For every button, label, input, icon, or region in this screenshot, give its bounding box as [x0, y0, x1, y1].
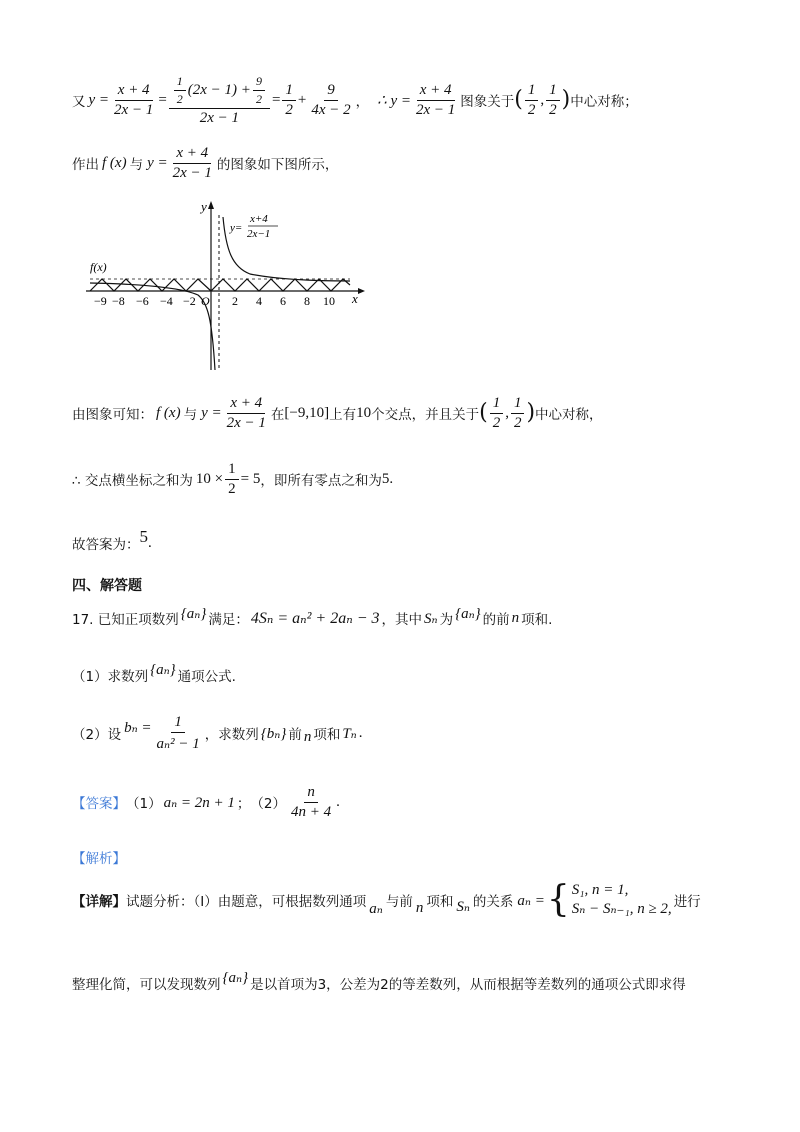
frac-num: 1	[225, 461, 239, 480]
tick-6: 6	[280, 294, 286, 308]
tick-10: 10	[323, 294, 335, 308]
answer-eq1: aₙ = 2n + 1	[163, 794, 235, 811]
part2-sum: 项和	[313, 727, 341, 743]
sequence-an: {aₙ}	[455, 605, 481, 622]
part2-text: （2）设	[72, 727, 122, 743]
comma: ，	[355, 94, 370, 110]
curve-label-y: y=	[230, 222, 243, 234]
fraction-b	[308, 82, 353, 119]
half-den: 2	[176, 91, 183, 106]
question-17	[72, 600, 552, 636]
part1-general: 通项公式.	[177, 669, 236, 685]
text-graph: 的图象如下图所示，	[216, 157, 339, 173]
frac-den: 2	[285, 101, 293, 118]
an-equals: aₙ =	[517, 892, 545, 909]
frac-den: 2x − 1	[199, 109, 239, 126]
detail-tag: 【详解】	[72, 894, 126, 910]
semicolon: ；	[236, 796, 251, 812]
fraction-original	[111, 82, 156, 119]
sn: Sₙ	[423, 610, 438, 627]
answer-fraction	[288, 784, 334, 821]
text-you: 又	[72, 94, 86, 110]
comma: ,	[505, 404, 509, 421]
period: .	[336, 793, 340, 810]
nine-half-frac	[253, 74, 265, 107]
curve-label-den: 2x−1	[247, 228, 271, 240]
n: n	[303, 728, 312, 745]
detail-text3: 项和	[426, 894, 454, 910]
line-sum	[72, 455, 393, 503]
paren-term: (2x − 1) +	[187, 81, 251, 98]
frac-den: 2	[527, 101, 536, 118]
frac-den: 4n + 4	[291, 803, 332, 820]
fraction	[170, 145, 215, 182]
frac-den: 2	[228, 480, 236, 497]
line-conclusion	[72, 385, 603, 441]
detail-text2: 与前	[385, 894, 413, 910]
text-answer: 故答案为：	[72, 537, 140, 553]
product: 10 ×	[195, 470, 224, 487]
case2: Sₙ − Sₙ₋₁, n ≥ 2,	[571, 901, 672, 917]
sequence-an: {aₙ}	[180, 605, 207, 622]
sequence-an: {aₙ}	[150, 661, 176, 678]
q17-satisfy: 满足：	[208, 612, 249, 628]
frac-num: 9	[324, 82, 338, 101]
y-axis-label: y	[201, 199, 207, 214]
text-center-sym: 中心对称；	[570, 94, 638, 110]
q17-sum: 项和.	[521, 612, 553, 628]
fraction	[224, 395, 269, 432]
detail-text4: 的关系	[472, 894, 514, 910]
fx: f (x)	[156, 404, 181, 421]
text-has: 上有	[329, 407, 357, 423]
frac-den: 2x − 1	[172, 164, 212, 181]
frac-den: aₙ² − 1	[156, 735, 200, 752]
equals-five: = 5	[240, 470, 261, 487]
frac-num-complex	[169, 74, 270, 109]
detail-text1: 试题分析：（Ⅰ）由题意，可根据数列通项	[126, 894, 367, 910]
frac-num: 1	[171, 714, 185, 733]
tick-2: 2	[232, 294, 238, 308]
detail-text5: 进行	[673, 894, 701, 910]
therefore-y: ∴ y =	[377, 92, 411, 109]
frac-den: 2x − 1	[415, 101, 456, 118]
frac-num: x + 4	[115, 82, 153, 101]
case1: S₁, n = 1,	[571, 882, 629, 898]
line-draw	[72, 138, 338, 188]
sn: Sₙ	[456, 898, 470, 915]
frac-num: 1	[282, 82, 296, 101]
half-num: 1	[174, 74, 186, 91]
answer-part2: （2）	[250, 796, 287, 812]
detail-line	[72, 872, 701, 928]
n: n	[511, 609, 520, 626]
answer-line	[72, 775, 340, 829]
function-graph	[80, 195, 370, 375]
text-intersections: 个交点，并且关于	[371, 407, 480, 423]
paren-open: (	[514, 87, 523, 112]
paren-close: )	[526, 400, 536, 425]
frac-den: 2x − 1	[226, 414, 266, 431]
line-transform	[72, 70, 638, 130]
frac-den: 4x − 2	[311, 101, 351, 118]
fraction-a	[282, 82, 296, 119]
an: aₙ	[369, 900, 383, 917]
point-y	[546, 82, 560, 119]
y-axis-arrow	[208, 201, 214, 209]
tick-8: 8	[304, 294, 310, 308]
frac-den: 2x − 1	[114, 101, 154, 118]
text-yu: 与	[129, 157, 144, 173]
frac-num: 1	[546, 82, 560, 101]
q17-equation: 4Sₙ = aₙ² + 2aₙ − 3	[250, 610, 380, 627]
q17-first: 的前	[482, 612, 510, 628]
sequence-bn: {bₙ}	[260, 725, 287, 742]
period: .	[358, 724, 363, 741]
fraction-c	[413, 82, 458, 119]
text-yu: 与	[183, 407, 198, 423]
text-zai: 在	[270, 407, 285, 423]
tick-neg4: −4	[160, 294, 173, 308]
text-from-graph: 由图象可知：	[72, 407, 153, 423]
plus: +	[297, 91, 307, 108]
line-answer	[72, 525, 152, 561]
y-equals: y =	[147, 154, 168, 171]
period: .	[389, 470, 394, 487]
tick-neg2: −2	[183, 294, 196, 308]
text-zero-sum: ，即所有零点之和为	[260, 473, 382, 489]
frac-den: 2	[492, 414, 501, 431]
frac-den: 2	[549, 101, 557, 118]
part1-text: （1）求数列	[72, 669, 149, 685]
q17-where: ，其中	[381, 612, 422, 628]
x-axis-arrow	[358, 288, 365, 294]
text-zuochu: 作出	[72, 157, 99, 173]
x-axis-label: x	[352, 291, 358, 306]
tn: Tₙ	[342, 725, 357, 742]
comma: ,	[540, 91, 545, 108]
frac-num: 1	[525, 82, 539, 101]
number-five: 5	[381, 470, 390, 487]
half-frac	[174, 74, 186, 107]
period: .	[148, 534, 152, 551]
fx-label: f(x)	[90, 260, 107, 274]
text-sum: ∴ 交点横坐标之和为	[72, 473, 193, 489]
q17-is: 为	[439, 612, 454, 628]
nine-num: 9	[253, 74, 265, 91]
equals: =	[158, 91, 167, 108]
paren-open: (	[479, 400, 488, 425]
equals: =	[271, 91, 281, 108]
paren-close: )	[561, 87, 571, 112]
point-x	[490, 395, 504, 432]
n: n	[415, 899, 424, 916]
bn-def: bₙ =	[124, 719, 152, 736]
section-title: 四、解答题	[72, 578, 142, 594]
sequence-an: {aₙ}	[222, 969, 249, 986]
detail-line-2	[72, 965, 686, 1001]
y-equals: y =	[201, 404, 222, 421]
y-equals: y =	[88, 91, 110, 108]
frac-num: x + 4	[417, 82, 455, 101]
curve-label-num: x+4	[250, 213, 268, 225]
frac-num: 1	[511, 395, 525, 414]
frac-num: 1	[490, 395, 504, 414]
x-ticks-positive	[232, 294, 335, 308]
frac-num: x + 4	[173, 145, 211, 164]
origin-label: O	[201, 294, 210, 308]
analysis-tag: 【解析】	[72, 851, 126, 867]
tick-neg6: −6	[136, 294, 149, 308]
question-17-part2	[72, 705, 363, 761]
detail2-text1: 整理化简，可以发现数列	[72, 977, 221, 993]
nine-den: 2	[255, 91, 262, 106]
fx: f (x)	[102, 154, 127, 171]
detail2-text2: 是以首项为3，公差为2的等差数列，从而根据等差数列的通项公式即求得	[250, 977, 686, 993]
frac-den: 2	[513, 414, 522, 431]
answer-tag: 【答案】	[72, 796, 126, 812]
interval: [−9,10]	[284, 404, 330, 421]
part2-first: 前	[288, 727, 302, 743]
point-x	[525, 82, 539, 119]
number-ten: 10	[356, 404, 372, 421]
answer-part1: （1）	[126, 796, 162, 812]
brace: {	[546, 879, 570, 920]
answer-value: 5	[139, 527, 148, 546]
tick-neg8: −8	[112, 294, 125, 308]
part2-find: ，求数列	[204, 727, 259, 743]
tick-4: 4	[256, 294, 262, 308]
x-ticks-negative	[94, 294, 196, 308]
point-y	[511, 395, 525, 432]
bn-fraction	[154, 714, 203, 753]
frac-num: n	[304, 784, 318, 803]
frac-num: x + 4	[227, 395, 265, 414]
q17-intro: 17. 已知正项数列	[72, 612, 179, 628]
text-center-sym: 中心对称，	[535, 407, 603, 423]
text-symmetric: 图象关于	[460, 94, 515, 110]
hyperbola-left	[90, 283, 215, 370]
fraction-half	[225, 461, 239, 498]
piecewise-cases	[572, 882, 672, 918]
tick-neg9: −9	[94, 294, 107, 308]
question-17-part1	[72, 660, 236, 690]
fraction-split	[169, 74, 270, 127]
